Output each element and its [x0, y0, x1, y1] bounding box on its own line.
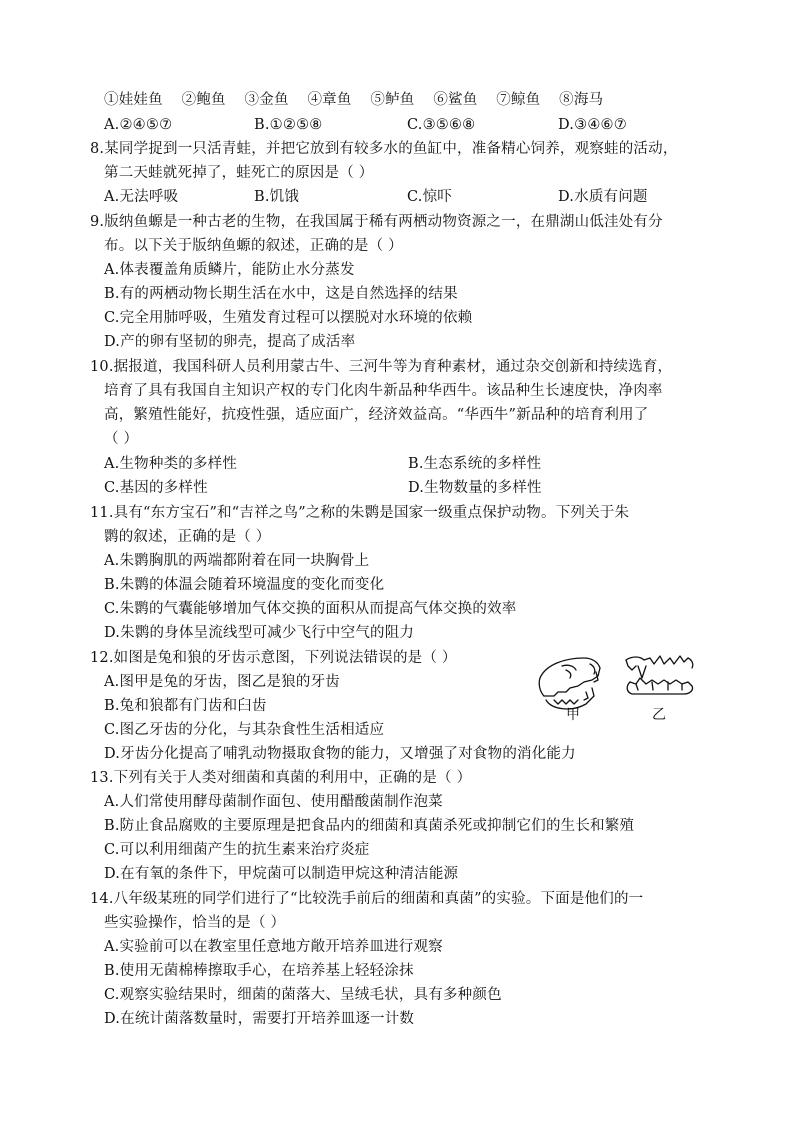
- q13-option-c: C.可以利用细菌产生的抗生素来治疗炎症: [104, 842, 370, 858]
- q8-options: [0, 187, 794, 207]
- option-b: B.①②⑤⑧: [254, 117, 323, 133]
- fish-item: ⑦鲸鱼: [496, 92, 541, 108]
- option-c: C.惊吓: [407, 189, 452, 205]
- q13-option-b: B.防止食品腐败的主要原理是把食品内的细菌和真菌杀死或抑制它们的生长和繁殖: [104, 818, 635, 834]
- fish-list: [104, 90, 617, 110]
- q14-stem-line1: 14.八年级某班的同学们进行了“比较洗手前后的细菌和真菌”的实验。下面是他们的一: [90, 891, 644, 907]
- q10-stem-line4: （ ）: [104, 431, 139, 447]
- q11-option-d: D.朱鹮的身体呈流线型可减少飞行中空气的阻力: [104, 625, 415, 641]
- q10-stem-line3: 高，繁殖性能好，抗疫性强，适应面广，经济效益高。“华西牛”新品种的培育利用了: [104, 407, 649, 423]
- figure-label-jia: 甲: [566, 707, 580, 723]
- q12-option-c: C.图乙牙齿的分化，与其杂食性生活相适应: [104, 722, 385, 738]
- fish-item: ⑧海马: [559, 92, 604, 108]
- q12-stem: 12.如图是兔和狼的牙齿示意图，下列说法错误的是（ ）: [90, 650, 457, 666]
- q14-option-a: A.实验前可以在教室里任意地方敞开培养皿进行观察: [104, 939, 443, 955]
- q14-option-c: C.观察实验结果时，细菌的菌落大、呈绒毛状，具有多种颜色: [104, 987, 502, 1003]
- q11-stem-line1: 11.具有“东方宝石”和“吉祥之鸟”之称的朱鹮是国家一级重点保护动物。下列关于朱: [90, 505, 630, 521]
- q11-option-b: B.朱鹮的体温会随着环境温度的变化而变化: [104, 577, 385, 593]
- fish-item: ③金鱼: [244, 92, 289, 108]
- rabbit-wolf-teeth-diagram-icon: [532, 652, 702, 724]
- q10-option-a: A.生物种类的多样性: [104, 456, 238, 472]
- q12-option-d: D.牙齿分化提高了哺乳动物摄取食物的能力，又增强了对食物的消化能力: [104, 746, 576, 762]
- option-a: A.②④⑤⑦: [104, 117, 173, 133]
- q13-option-a: A.人们常使用酵母菌制作面包、使用醋酸菌制作泡菜: [104, 794, 443, 810]
- fish-item: ⑥鲨鱼: [433, 92, 478, 108]
- q9-option-a: A.体表覆盖角质鳞片，能防止水分蒸发: [104, 262, 355, 278]
- q8-stem-line1: 8.某同学捉到一只活青蛙，并把它放到有较多水的鱼缸中，准备精心饲养，观察蛙的活动，: [90, 141, 678, 157]
- option-d: D.③④⑥⑦: [558, 117, 627, 133]
- teeth-figure: [532, 652, 702, 724]
- fish-item: ①娃娃鱼: [104, 92, 163, 108]
- q10-option-b: B.生态系统的多样性: [408, 456, 542, 472]
- q9-stem-line1: 9.版纳鱼螈是一种古老的生物，在我国属于稀有两栖动物资源之一，在鼎湖山低洼处有分: [90, 214, 663, 230]
- q7-options: [0, 115, 794, 135]
- q9-option-b: B.有的两栖动物长期生活在水中，这是自然选择的结果: [104, 286, 458, 302]
- q9-option-c: C.完全用肺呼吸，生殖发育过程可以摆脱对水环境的依赖: [104, 310, 473, 326]
- q11-stem-line2: 鹮的叙述，正确的是（ ）: [104, 529, 271, 545]
- option-a: A.无法呼吸: [104, 189, 179, 205]
- figure-label-yi: 乙: [652, 707, 666, 723]
- q14-option-b: B.使用无菌棉棒擦取手心，在培养基上轻轻涂抹: [104, 963, 414, 979]
- q9-option-d: D.产的卵有坚韧的卵壳，提高了成活率: [104, 334, 356, 350]
- fish-item: ④章鱼: [307, 92, 352, 108]
- q11-option-c: C.朱鹮的气囊能够增加气体交换的面积从而提高气体交换的效率: [104, 601, 517, 617]
- q12-option-a: A.图甲是兔的牙齿，图乙是狼的牙齿: [104, 674, 340, 690]
- q11-option-a: A.朱鹮胸肌的两端都附着在同一块胸骨上: [104, 553, 370, 569]
- q13-option-d: D.在有氧的条件下，甲烷菌可以制造甲烷这种清洁能源: [104, 866, 459, 882]
- option-c: C.③⑤⑥⑧: [407, 117, 476, 133]
- wolf-lower-jaw: [630, 678, 692, 686]
- option-d: D.水质有问题: [558, 189, 648, 205]
- fish-item: ⑤鲈鱼: [370, 92, 415, 108]
- q14-option-d: D.在统计菌落数量时，需要打开培养皿逐一计数: [104, 1011, 415, 1027]
- q10-stem-line2: 培育了具有我国自主知识产权的专门化肉牛新品种华西牛。该品种生长速度快，净肉率: [104, 383, 663, 399]
- wolf-upper-jaw: [626, 656, 688, 664]
- q14-stem-line2: 些实验操作，恰当的是（ ）: [104, 915, 286, 931]
- option-b: B.饥饿: [254, 189, 300, 205]
- q12-option-b: B.兔和狼都有门齿和臼齿: [104, 698, 267, 714]
- q10-option-c: C.基因的多样性: [104, 480, 208, 496]
- q8-stem-line2: 第二天蛙就死掉了，蛙死亡的原因是（ ）: [104, 165, 374, 181]
- q13-stem: 13.下列有关于人类对细菌和真菌的利用中，正确的是（ ）: [90, 770, 472, 786]
- q9-stem-line2: 布。以下关于版纳鱼螈的叙述，正确的是（ ）: [104, 238, 403, 254]
- q10-stem-line1: 10.据报道，我国科研人员利用蒙古牛、三河牛等为育种素材，通过杂交创新和持续选育，: [90, 359, 673, 375]
- q10-option-d: D.生物数量的多样性: [408, 480, 542, 496]
- fish-item: ②鲍鱼: [181, 92, 226, 108]
